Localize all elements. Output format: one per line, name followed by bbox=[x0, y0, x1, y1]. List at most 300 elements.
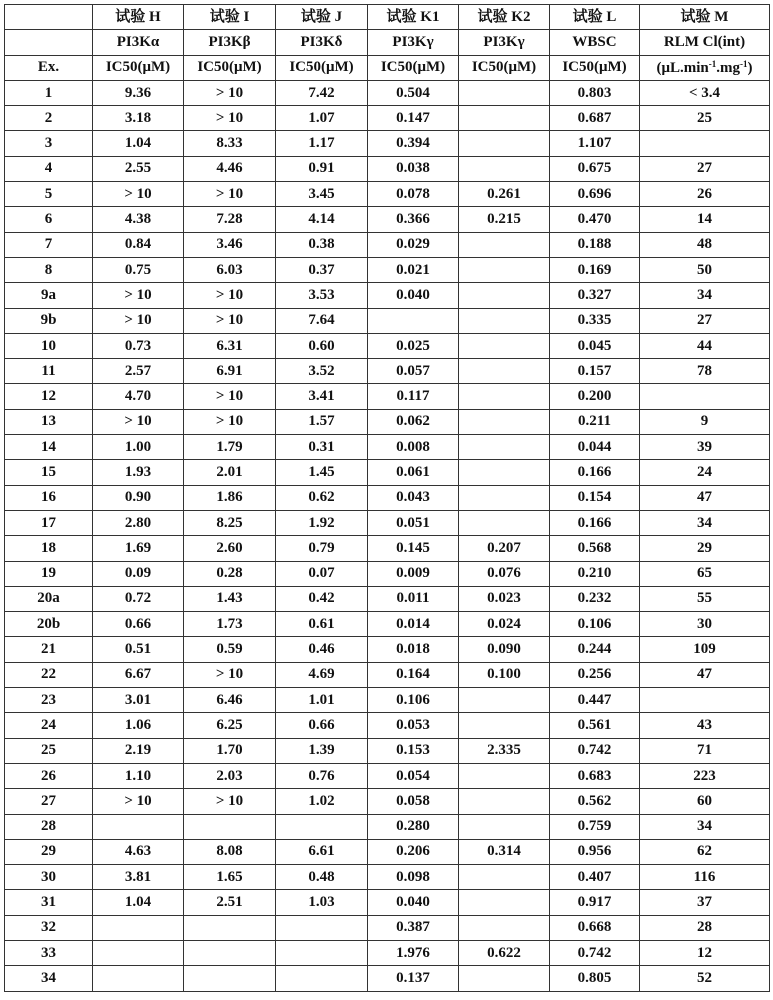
header-cell: IC50(μM) bbox=[276, 55, 368, 80]
table-row bbox=[5, 763, 770, 788]
value-cell: 1.69 bbox=[93, 536, 184, 561]
table-row bbox=[5, 839, 770, 864]
value-cell: 0.166 bbox=[550, 510, 640, 535]
value-cell: 30 bbox=[640, 612, 770, 637]
value-cell bbox=[93, 915, 184, 940]
table-row bbox=[5, 662, 770, 687]
value-cell: 0.62 bbox=[276, 485, 368, 510]
value-cell: 60 bbox=[640, 789, 770, 814]
value-cell: 12 bbox=[640, 940, 770, 965]
value-cell bbox=[459, 435, 550, 460]
value-cell: 0.803 bbox=[550, 80, 640, 105]
table-row bbox=[5, 384, 770, 409]
value-cell: 34 bbox=[640, 283, 770, 308]
value-cell: 0.164 bbox=[368, 662, 459, 687]
value-cell: 2.55 bbox=[93, 156, 184, 181]
value-cell: 1.07 bbox=[276, 106, 368, 131]
header-row-units bbox=[5, 55, 770, 80]
value-cell: 0.210 bbox=[550, 561, 640, 586]
value-cell: 0.51 bbox=[93, 637, 184, 662]
table-row bbox=[5, 612, 770, 637]
example-id-cell: 31 bbox=[5, 890, 93, 915]
value-cell bbox=[93, 966, 184, 991]
example-id-cell: 14 bbox=[5, 435, 93, 460]
table-row bbox=[5, 738, 770, 763]
value-cell: 0.011 bbox=[368, 586, 459, 611]
value-cell: 7.42 bbox=[276, 80, 368, 105]
value-cell: 0.100 bbox=[459, 662, 550, 687]
example-id-cell: 24 bbox=[5, 713, 93, 738]
header-cell: PI3Kβ bbox=[184, 30, 276, 55]
value-cell: 29 bbox=[640, 536, 770, 561]
example-id-cell: 32 bbox=[5, 915, 93, 940]
example-id-cell: 4 bbox=[5, 156, 93, 181]
header-cell: RLM Cl(int) bbox=[640, 30, 770, 55]
table-row bbox=[5, 789, 770, 814]
value-cell: 0.61 bbox=[276, 612, 368, 637]
value-cell: 0.029 bbox=[368, 232, 459, 257]
value-cell: 0.470 bbox=[550, 207, 640, 232]
value-cell bbox=[459, 333, 550, 358]
value-cell: 0.098 bbox=[368, 865, 459, 890]
value-cell bbox=[459, 257, 550, 282]
value-cell: > 10 bbox=[184, 106, 276, 131]
header-cell: 试验 I bbox=[184, 5, 276, 30]
example-id-cell: 10 bbox=[5, 333, 93, 358]
value-cell: 0.057 bbox=[368, 359, 459, 384]
header-cell: IC50(μM) bbox=[550, 55, 640, 80]
value-cell: 0.038 bbox=[368, 156, 459, 181]
value-cell: 1.06 bbox=[93, 713, 184, 738]
value-cell: 0.407 bbox=[550, 865, 640, 890]
value-cell bbox=[459, 131, 550, 156]
value-cell: 0.157 bbox=[550, 359, 640, 384]
value-cell bbox=[459, 510, 550, 535]
value-cell: 0.66 bbox=[276, 713, 368, 738]
value-cell: 2.335 bbox=[459, 738, 550, 763]
value-cell: 3.01 bbox=[93, 688, 184, 713]
value-cell: 2.51 bbox=[184, 890, 276, 915]
value-cell: 0.014 bbox=[368, 612, 459, 637]
table-row bbox=[5, 435, 770, 460]
value-cell: 1.39 bbox=[276, 738, 368, 763]
value-cell: 3.41 bbox=[276, 384, 368, 409]
value-cell: 3.45 bbox=[276, 182, 368, 207]
value-cell: 65 bbox=[640, 561, 770, 586]
header-cell: 试验 M bbox=[640, 5, 770, 30]
value-cell: 0.154 bbox=[550, 485, 640, 510]
value-cell: 0.207 bbox=[459, 536, 550, 561]
table-row bbox=[5, 637, 770, 662]
value-cell: 0.044 bbox=[550, 435, 640, 460]
value-cell: 39 bbox=[640, 435, 770, 460]
value-cell: 0.79 bbox=[276, 536, 368, 561]
value-cell: 43 bbox=[640, 713, 770, 738]
value-cell: 0.169 bbox=[550, 257, 640, 282]
value-cell: 0.076 bbox=[459, 561, 550, 586]
value-cell bbox=[459, 156, 550, 181]
value-cell: 1.107 bbox=[550, 131, 640, 156]
table-row bbox=[5, 207, 770, 232]
example-id-cell: 9a bbox=[5, 283, 93, 308]
table-row bbox=[5, 485, 770, 510]
value-cell: > 10 bbox=[184, 283, 276, 308]
value-cell: 0.106 bbox=[550, 612, 640, 637]
header-cell: 试验 J bbox=[276, 5, 368, 30]
value-cell: > 10 bbox=[184, 308, 276, 333]
value-cell: 0.66 bbox=[93, 612, 184, 637]
unit-text: (μL.min bbox=[656, 59, 709, 76]
value-cell bbox=[640, 384, 770, 409]
value-cell: 78 bbox=[640, 359, 770, 384]
example-id-cell: 25 bbox=[5, 738, 93, 763]
value-cell: 109 bbox=[640, 637, 770, 662]
value-cell: 0.42 bbox=[276, 586, 368, 611]
value-cell bbox=[276, 814, 368, 839]
value-cell: 47 bbox=[640, 662, 770, 687]
value-cell: 62 bbox=[640, 839, 770, 864]
example-id-cell: 20a bbox=[5, 586, 93, 611]
example-id-cell: 17 bbox=[5, 510, 93, 535]
value-cell: > 10 bbox=[93, 283, 184, 308]
example-id-cell: 29 bbox=[5, 839, 93, 864]
value-cell: 0.366 bbox=[368, 207, 459, 232]
table-row bbox=[5, 182, 770, 207]
value-cell: 2.80 bbox=[93, 510, 184, 535]
value-cell: 0.024 bbox=[459, 612, 550, 637]
value-cell bbox=[459, 106, 550, 131]
value-cell: 34 bbox=[640, 814, 770, 839]
value-cell: 27 bbox=[640, 308, 770, 333]
value-cell: 0.917 bbox=[550, 890, 640, 915]
value-cell: 0.46 bbox=[276, 637, 368, 662]
value-cell: 25 bbox=[640, 106, 770, 131]
header-cell: IC50(μM) bbox=[93, 55, 184, 80]
value-cell: 6.25 bbox=[184, 713, 276, 738]
value-cell: 1.976 bbox=[368, 940, 459, 965]
value-cell: 14 bbox=[640, 207, 770, 232]
example-id-cell: 30 bbox=[5, 865, 93, 890]
value-cell: > 10 bbox=[93, 789, 184, 814]
header-cell: IC50(μM) bbox=[459, 55, 550, 80]
value-cell: 1.45 bbox=[276, 460, 368, 485]
value-cell bbox=[459, 460, 550, 485]
example-id-cell: 27 bbox=[5, 789, 93, 814]
example-id-cell: 16 bbox=[5, 485, 93, 510]
table-row bbox=[5, 232, 770, 257]
value-cell: 0.335 bbox=[550, 308, 640, 333]
value-cell: 116 bbox=[640, 865, 770, 890]
value-cell: 4.63 bbox=[93, 839, 184, 864]
header-cell bbox=[5, 5, 93, 30]
value-cell: 0.09 bbox=[93, 561, 184, 586]
example-id-cell: 15 bbox=[5, 460, 93, 485]
value-cell: 4.69 bbox=[276, 662, 368, 687]
value-cell: 9.36 bbox=[93, 80, 184, 105]
value-cell: 47 bbox=[640, 485, 770, 510]
value-cell: 0.687 bbox=[550, 106, 640, 131]
value-cell bbox=[184, 966, 276, 991]
value-cell: 0.211 bbox=[550, 409, 640, 434]
example-id-cell: 1 bbox=[5, 80, 93, 105]
value-cell bbox=[459, 763, 550, 788]
value-cell: 0.261 bbox=[459, 182, 550, 207]
value-cell: 1.93 bbox=[93, 460, 184, 485]
table-row bbox=[5, 333, 770, 358]
header-cell: PI3Kδ bbox=[276, 30, 368, 55]
value-cell: > 10 bbox=[184, 789, 276, 814]
value-cell: 8.25 bbox=[184, 510, 276, 535]
header-cell: WBSC bbox=[550, 30, 640, 55]
value-cell: 0.145 bbox=[368, 536, 459, 561]
example-id-cell: 34 bbox=[5, 966, 93, 991]
example-id-cell: 22 bbox=[5, 662, 93, 687]
value-cell: 1.92 bbox=[276, 510, 368, 535]
value-cell: > 10 bbox=[184, 80, 276, 105]
value-cell: 1.70 bbox=[184, 738, 276, 763]
value-cell: 1.00 bbox=[93, 435, 184, 460]
value-cell: 1.01 bbox=[276, 688, 368, 713]
value-cell: 2.60 bbox=[184, 536, 276, 561]
value-cell: 0.668 bbox=[550, 915, 640, 940]
value-cell: 0.040 bbox=[368, 283, 459, 308]
value-cell: 26 bbox=[640, 182, 770, 207]
value-cell: 0.759 bbox=[550, 814, 640, 839]
value-cell: 0.040 bbox=[368, 890, 459, 915]
value-cell bbox=[459, 890, 550, 915]
value-cell: 2.19 bbox=[93, 738, 184, 763]
value-cell: 2.03 bbox=[184, 763, 276, 788]
table-row bbox=[5, 308, 770, 333]
table-row bbox=[5, 966, 770, 991]
table-row bbox=[5, 713, 770, 738]
value-cell: 4.70 bbox=[93, 384, 184, 409]
value-cell bbox=[459, 283, 550, 308]
value-cell: 0.090 bbox=[459, 637, 550, 662]
value-cell: 0.009 bbox=[368, 561, 459, 586]
value-cell: 0.75 bbox=[93, 257, 184, 282]
example-id-cell: 3 bbox=[5, 131, 93, 156]
header-cell: IC50(μM) bbox=[368, 55, 459, 80]
value-cell bbox=[368, 308, 459, 333]
value-cell: 0.696 bbox=[550, 182, 640, 207]
value-cell: 0.053 bbox=[368, 713, 459, 738]
value-cell: 0.078 bbox=[368, 182, 459, 207]
example-id-cell: 8 bbox=[5, 257, 93, 282]
value-cell: 0.200 bbox=[550, 384, 640, 409]
value-cell: 6.46 bbox=[184, 688, 276, 713]
value-cell: 9 bbox=[640, 409, 770, 434]
value-cell bbox=[276, 966, 368, 991]
value-cell: 48 bbox=[640, 232, 770, 257]
value-cell bbox=[459, 789, 550, 814]
value-cell: 0.387 bbox=[368, 915, 459, 940]
value-cell bbox=[459, 359, 550, 384]
value-cell: 27 bbox=[640, 156, 770, 181]
value-cell bbox=[276, 940, 368, 965]
table-row bbox=[5, 814, 770, 839]
value-cell: > 10 bbox=[93, 182, 184, 207]
value-cell: 8.08 bbox=[184, 839, 276, 864]
example-id-cell: 11 bbox=[5, 359, 93, 384]
value-cell: 0.314 bbox=[459, 839, 550, 864]
value-cell: 1.57 bbox=[276, 409, 368, 434]
value-cell: > 10 bbox=[93, 308, 184, 333]
example-id-cell: 21 bbox=[5, 637, 93, 662]
table-row bbox=[5, 890, 770, 915]
value-cell: > 10 bbox=[184, 409, 276, 434]
value-cell: 0.188 bbox=[550, 232, 640, 257]
header-cell: 试验 K2 bbox=[459, 5, 550, 30]
example-id-cell: 2 bbox=[5, 106, 93, 131]
value-cell: 0.166 bbox=[550, 460, 640, 485]
value-cell: 0.84 bbox=[93, 232, 184, 257]
value-cell: 0.805 bbox=[550, 966, 640, 991]
value-cell bbox=[93, 814, 184, 839]
table-row bbox=[5, 359, 770, 384]
table-row bbox=[5, 106, 770, 131]
header-cell-ex: Ex. bbox=[5, 55, 93, 80]
value-cell: 3.46 bbox=[184, 232, 276, 257]
value-cell: 0.054 bbox=[368, 763, 459, 788]
value-cell: 52 bbox=[640, 966, 770, 991]
value-cell bbox=[640, 688, 770, 713]
value-cell: 1.65 bbox=[184, 865, 276, 890]
value-cell bbox=[184, 915, 276, 940]
value-cell: 0.48 bbox=[276, 865, 368, 890]
example-id-cell: 6 bbox=[5, 207, 93, 232]
header-cell bbox=[5, 30, 93, 55]
example-id-cell: 12 bbox=[5, 384, 93, 409]
value-cell: < 3.4 bbox=[640, 80, 770, 105]
value-cell: 7.28 bbox=[184, 207, 276, 232]
value-cell: 6.61 bbox=[276, 839, 368, 864]
value-cell bbox=[459, 713, 550, 738]
value-cell: 1.04 bbox=[93, 131, 184, 156]
value-cell: 6.91 bbox=[184, 359, 276, 384]
example-id-cell: 5 bbox=[5, 182, 93, 207]
header-cell: IC50(μM) bbox=[184, 55, 276, 80]
value-cell: 55 bbox=[640, 586, 770, 611]
unit-text: ) bbox=[747, 59, 753, 76]
header-cell-rlm-unit bbox=[640, 55, 770, 80]
value-cell: 37 bbox=[640, 890, 770, 915]
value-cell: 0.106 bbox=[368, 688, 459, 713]
value-cell: 0.062 bbox=[368, 409, 459, 434]
value-cell: 3.18 bbox=[93, 106, 184, 131]
value-cell: > 10 bbox=[184, 662, 276, 687]
value-cell: 3.53 bbox=[276, 283, 368, 308]
header-cell: 试验 H bbox=[93, 5, 184, 30]
value-cell bbox=[640, 131, 770, 156]
value-cell: 50 bbox=[640, 257, 770, 282]
value-cell bbox=[459, 232, 550, 257]
table-row bbox=[5, 156, 770, 181]
value-cell: 1.79 bbox=[184, 435, 276, 460]
value-cell bbox=[276, 915, 368, 940]
table-row bbox=[5, 460, 770, 485]
value-cell: 0.061 bbox=[368, 460, 459, 485]
value-cell: 8.33 bbox=[184, 131, 276, 156]
value-cell: 0.59 bbox=[184, 637, 276, 662]
value-cell bbox=[459, 966, 550, 991]
value-cell: 0.280 bbox=[368, 814, 459, 839]
value-cell: 0.447 bbox=[550, 688, 640, 713]
table-row bbox=[5, 865, 770, 890]
value-cell bbox=[459, 384, 550, 409]
value-cell: 3.81 bbox=[93, 865, 184, 890]
value-cell: 0.153 bbox=[368, 738, 459, 763]
table-row bbox=[5, 940, 770, 965]
value-cell: 0.562 bbox=[550, 789, 640, 814]
value-cell bbox=[459, 688, 550, 713]
value-cell bbox=[459, 865, 550, 890]
value-cell: > 10 bbox=[93, 409, 184, 434]
value-cell: 3.52 bbox=[276, 359, 368, 384]
value-cell: 4.14 bbox=[276, 207, 368, 232]
value-cell: 34 bbox=[640, 510, 770, 535]
value-cell bbox=[459, 485, 550, 510]
value-cell: 2.57 bbox=[93, 359, 184, 384]
value-cell bbox=[93, 940, 184, 965]
value-cell: 0.008 bbox=[368, 435, 459, 460]
value-cell: 0.117 bbox=[368, 384, 459, 409]
value-cell: 1.02 bbox=[276, 789, 368, 814]
unit-text: .mg bbox=[716, 59, 740, 76]
value-cell bbox=[184, 940, 276, 965]
value-cell: 0.394 bbox=[368, 131, 459, 156]
example-id-cell: 28 bbox=[5, 814, 93, 839]
value-cell bbox=[184, 814, 276, 839]
table-row bbox=[5, 283, 770, 308]
header-cell: PI3Kα bbox=[93, 30, 184, 55]
example-id-cell: 18 bbox=[5, 536, 93, 561]
value-cell bbox=[459, 308, 550, 333]
example-id-cell: 9b bbox=[5, 308, 93, 333]
value-cell: 0.137 bbox=[368, 966, 459, 991]
value-cell: 0.91 bbox=[276, 156, 368, 181]
value-cell: 0.244 bbox=[550, 637, 640, 662]
results-table bbox=[4, 4, 770, 992]
table-row bbox=[5, 510, 770, 535]
value-cell: 0.956 bbox=[550, 839, 640, 864]
value-cell: 0.675 bbox=[550, 156, 640, 181]
value-cell: 0.742 bbox=[550, 940, 640, 965]
value-cell bbox=[459, 915, 550, 940]
value-cell: 0.76 bbox=[276, 763, 368, 788]
example-id-cell: 26 bbox=[5, 763, 93, 788]
value-cell: 4.46 bbox=[184, 156, 276, 181]
value-cell bbox=[459, 80, 550, 105]
header-row-target bbox=[5, 30, 770, 55]
table-row bbox=[5, 561, 770, 586]
value-cell: 0.622 bbox=[459, 940, 550, 965]
table-row bbox=[5, 688, 770, 713]
value-cell: 0.90 bbox=[93, 485, 184, 510]
table-row bbox=[5, 536, 770, 561]
value-cell: 24 bbox=[640, 460, 770, 485]
value-cell: 0.73 bbox=[93, 333, 184, 358]
value-cell: 1.86 bbox=[184, 485, 276, 510]
table-row bbox=[5, 80, 770, 105]
value-cell bbox=[459, 409, 550, 434]
table-row bbox=[5, 257, 770, 282]
value-cell: 0.025 bbox=[368, 333, 459, 358]
table-row bbox=[5, 586, 770, 611]
value-cell: 0.568 bbox=[550, 536, 640, 561]
value-cell: 1.03 bbox=[276, 890, 368, 915]
value-cell: 0.28 bbox=[184, 561, 276, 586]
